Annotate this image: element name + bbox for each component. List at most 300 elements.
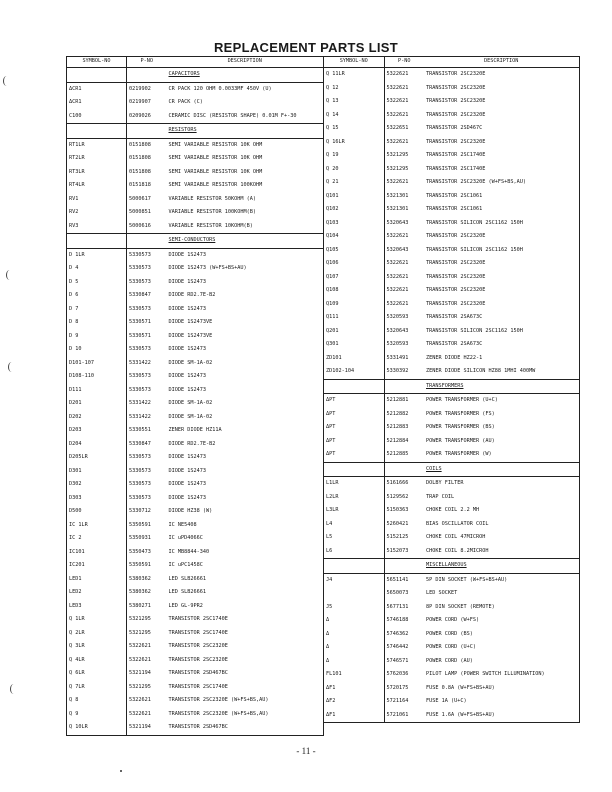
table-row bbox=[324, 257, 579, 271]
part-no-cell: 5000851 bbox=[129, 209, 151, 216]
table-row bbox=[67, 193, 324, 207]
part-no-cell: 5330573 bbox=[129, 481, 151, 488]
description-cell: DIODE 1S2473 bbox=[168, 481, 206, 488]
section-header-row bbox=[67, 124, 324, 139]
part-no-cell: 0151818 bbox=[129, 182, 151, 189]
table-header-row bbox=[67, 57, 324, 68]
description-cell: DIODE SM-1A-02 bbox=[168, 359, 213, 366]
symbol-no-cell: ΔCR1 bbox=[67, 82, 127, 96]
table-row bbox=[324, 244, 579, 258]
table-row bbox=[67, 343, 324, 357]
part-no-cell: 5762036 bbox=[386, 671, 409, 678]
symbol-no-cell: D 5 bbox=[67, 276, 127, 290]
section-title-text: RESISTORS bbox=[168, 127, 197, 134]
description-cell: TRANSISTOR 2SC2320E bbox=[426, 111, 486, 118]
parts-table-right bbox=[324, 56, 580, 723]
symbol-no-cell: J5 bbox=[324, 601, 384, 615]
part-no-cell: 5721164 bbox=[386, 698, 409, 705]
symbol-no-cell: LED2 bbox=[67, 586, 127, 600]
part-no-cell: 0219902 bbox=[127, 82, 167, 96]
symbol-no-cell: Q 11LR bbox=[324, 68, 384, 82]
description-cell: DIODE 1S2473 bbox=[168, 494, 206, 501]
description-cell: PILOT LAMP (POWER SWITCH ILLUMINATION) bbox=[426, 671, 545, 678]
symbol-no-cell: L4 bbox=[324, 518, 384, 532]
section-spacer bbox=[384, 462, 424, 477]
symbol-no-cell: Q109 bbox=[324, 298, 384, 312]
table-row bbox=[67, 96, 324, 110]
symbol-no-cell: ΔPT bbox=[324, 394, 384, 408]
description-cell: POWER CORD (BS) bbox=[426, 630, 473, 637]
description-cell: DIODE RD2.7E-B2 bbox=[168, 292, 216, 299]
description-cell: CR PACK (C) bbox=[168, 99, 203, 106]
part-no-cell: 5330571 bbox=[129, 319, 151, 326]
table-row bbox=[67, 505, 324, 519]
description-cell: CHOKE COIL 2.2 MH bbox=[426, 507, 480, 514]
table-row bbox=[67, 532, 324, 546]
table-row bbox=[67, 627, 324, 641]
table-row bbox=[324, 352, 579, 366]
section-spacer bbox=[324, 462, 384, 477]
symbol-no-cell: L5 bbox=[324, 531, 384, 545]
symbol-no-cell: D201 bbox=[67, 397, 127, 411]
symbol-no-cell: D108-110 bbox=[67, 370, 127, 384]
part-no-cell: 5380271 bbox=[129, 602, 151, 609]
binder-hole-mark bbox=[10, 684, 17, 694]
table-row bbox=[324, 601, 579, 615]
description-cell: LED SOCKET bbox=[426, 590, 458, 597]
part-no-cell: 5320643 bbox=[386, 219, 409, 226]
table-row bbox=[67, 694, 324, 708]
description-cell: 5P DIN SOCKET (W+FS+BS+AU) bbox=[424, 573, 579, 587]
table-row bbox=[324, 338, 579, 352]
description-cell: IC NE5408 bbox=[168, 521, 197, 528]
table-row bbox=[67, 654, 324, 668]
description-cell: SEMI VARIABLE RESISTOR 100KOHM bbox=[168, 182, 263, 189]
section-title bbox=[167, 124, 324, 139]
table-row bbox=[67, 640, 324, 654]
part-no-cell: 5321194 bbox=[127, 721, 167, 735]
symbol-no-cell: Δ bbox=[324, 628, 384, 642]
table-row bbox=[324, 325, 579, 339]
symbol-no-cell: Δ bbox=[324, 655, 384, 669]
symbol-no-cell: Q 9 bbox=[67, 708, 127, 722]
table-row bbox=[324, 614, 579, 628]
symbol-no-cell: ΔPT bbox=[324, 435, 384, 449]
part-no-cell: 5651141 bbox=[384, 573, 424, 587]
symbol-no-cell: Q 4LR bbox=[67, 654, 127, 668]
symbol-no-cell: Q 3LR bbox=[67, 640, 127, 654]
description-cell: TRANSISTOR 2SC2320E (W+FS+BS,AU) bbox=[426, 179, 526, 186]
table-row bbox=[67, 438, 324, 452]
part-no-cell: 5380362 bbox=[129, 575, 151, 582]
section-header-row bbox=[67, 234, 324, 249]
table-row bbox=[67, 82, 324, 96]
table-row bbox=[67, 478, 324, 492]
part-no-cell: 5320593 bbox=[386, 341, 409, 348]
table-row bbox=[324, 284, 579, 298]
table-row bbox=[324, 682, 579, 696]
description-cell: TRANSISTOR 2SA673C bbox=[426, 314, 483, 321]
table-row bbox=[67, 357, 324, 371]
part-no-cell: 5330573 bbox=[129, 494, 151, 501]
symbol-no-cell: D205LR bbox=[67, 451, 127, 465]
symbol-no-cell: D 9 bbox=[67, 330, 127, 344]
section-title-text: COILS bbox=[426, 465, 442, 472]
symbol-no-cell: LED3 bbox=[67, 600, 127, 614]
part-no-cell: 5322621 bbox=[386, 179, 409, 186]
part-no-cell: 5321295 bbox=[386, 152, 409, 159]
symbol-no-cell: Q 7LR bbox=[67, 681, 127, 695]
description-cell: DIODE 1S2473 bbox=[168, 373, 206, 380]
symbol-no-cell: D203 bbox=[67, 424, 127, 438]
description-cell: LED GL-9PR2 bbox=[168, 602, 203, 609]
symbol-no-cell: ΔCR1 bbox=[67, 96, 127, 110]
table-row bbox=[324, 394, 579, 408]
symbol-no-cell: ΔPT bbox=[324, 421, 384, 435]
part-no-cell: 5212881 bbox=[384, 394, 424, 408]
symbol-no-cell: Q 20 bbox=[324, 163, 384, 177]
symbol-no-cell: LED1 bbox=[67, 573, 127, 587]
section-title-text: TRANSFORMERS bbox=[426, 382, 464, 389]
description-cell: TRANSISTOR 2SD467BC bbox=[168, 670, 228, 677]
table-row bbox=[67, 316, 324, 330]
part-no-cell: 5321301 bbox=[386, 192, 409, 199]
part-no-cell: 5129562 bbox=[386, 493, 409, 500]
section-title bbox=[167, 68, 324, 83]
table-row bbox=[67, 546, 324, 560]
description-cell: POWER TRANSFORMER (W) bbox=[426, 451, 492, 458]
symbol-no-cell: Q102 bbox=[324, 203, 384, 217]
description-cell: DIODE 1S2473 bbox=[167, 248, 324, 262]
table-row bbox=[324, 95, 579, 109]
table-row bbox=[67, 179, 324, 193]
page-title: REPLACEMENT PARTS LIST bbox=[213, 40, 399, 55]
table-row bbox=[67, 559, 324, 573]
table-row bbox=[67, 330, 324, 344]
part-no-cell: 5321194 bbox=[129, 670, 151, 677]
table-row bbox=[324, 587, 579, 601]
description-cell: DIODE 1S2473 (W+FS+BS+AU) bbox=[168, 265, 247, 272]
part-no-cell: 5330573 bbox=[129, 386, 151, 393]
binder-hole-mark bbox=[3, 76, 10, 86]
table-row bbox=[67, 681, 324, 695]
table-row bbox=[324, 217, 579, 231]
part-no-cell: 5330573 bbox=[129, 454, 151, 461]
table-row bbox=[67, 248, 324, 262]
table-row bbox=[324, 504, 579, 518]
part-no-cell: 5322621 bbox=[386, 84, 409, 91]
description-cell: POWER CORD (U+C) bbox=[426, 644, 476, 651]
description-cell: DIODE 1S2473 bbox=[168, 278, 206, 285]
part-no-cell: 0219907 bbox=[129, 99, 151, 106]
symbol-no-cell: Δ bbox=[324, 614, 384, 628]
table-row bbox=[67, 708, 324, 722]
symbol-no-cell: RV1 bbox=[67, 193, 127, 207]
symbol-no-cell: IC 2 bbox=[67, 532, 127, 546]
part-no-cell: 5330847 bbox=[129, 292, 151, 299]
description-cell: IC uPD4066C bbox=[168, 535, 203, 542]
description-cell: DIODE 1S2473 bbox=[168, 386, 206, 393]
part-no-cell: 5321295 bbox=[129, 629, 151, 636]
table-row bbox=[67, 152, 324, 166]
description-cell: TRANSISTOR 2SC2320E bbox=[426, 287, 486, 294]
description-cell: SEMI VARIABLE RESISTOR 10K OHM bbox=[167, 138, 324, 152]
table-row bbox=[67, 465, 324, 479]
table-row bbox=[324, 518, 579, 532]
part-no-cell: 5330551 bbox=[129, 427, 151, 434]
page-number: - 11 - bbox=[296, 746, 316, 756]
part-no-cell: 5330847 bbox=[129, 440, 151, 447]
symbol-no-cell: FL101 bbox=[324, 668, 384, 682]
description-cell: TRANSISTOR SILICON 2SC1162 150H bbox=[426, 327, 523, 334]
part-no-cell: 5330392 bbox=[386, 368, 409, 375]
description-cell: TRANSISTOR 2SC2320E bbox=[426, 273, 486, 280]
description-cell: TRANSISTOR 2SA673C bbox=[426, 341, 483, 348]
symbol-no-cell: RT3LR bbox=[67, 166, 127, 180]
table-row bbox=[67, 424, 324, 438]
part-no-cell: 5212883 bbox=[386, 424, 409, 431]
table-row bbox=[67, 262, 324, 276]
table-row bbox=[324, 109, 579, 123]
table-row bbox=[324, 573, 579, 587]
part-no-cell: 5330571 bbox=[129, 332, 151, 339]
description-cell: TRANSISTOR 2SC2320E bbox=[426, 260, 486, 267]
table-row bbox=[324, 435, 579, 449]
symbol-no-cell: L3LR bbox=[324, 504, 384, 518]
table-row bbox=[324, 136, 579, 150]
part-no-cell: 5260421 bbox=[386, 520, 409, 527]
description-cell: DIODE SM-1A-02 bbox=[168, 413, 213, 420]
part-no-cell: 5350473 bbox=[129, 548, 151, 555]
symbol-no-cell: ZD102-104 bbox=[324, 365, 384, 379]
table-row bbox=[67, 138, 324, 152]
symbol-no-cell: Q201 bbox=[324, 325, 384, 339]
part-no-cell: 5000616 bbox=[129, 222, 151, 229]
table-row bbox=[324, 311, 579, 325]
description-cell: LED SLB26661 bbox=[168, 589, 206, 596]
section-spacer bbox=[127, 68, 167, 83]
symbol-no-cell: RT4LR bbox=[67, 179, 127, 193]
description-cell: TRANSISTOR 2SC1061 bbox=[426, 206, 483, 213]
description-cell: IC uPC1458C bbox=[168, 562, 203, 569]
table-row bbox=[67, 397, 324, 411]
symbol-no-cell: D301 bbox=[67, 465, 127, 479]
part-no-cell: 5320593 bbox=[386, 314, 409, 321]
section-spacer bbox=[384, 379, 424, 394]
part-no-cell: 5322621 bbox=[386, 111, 409, 118]
symbol-no-cell: ΔPT bbox=[324, 408, 384, 422]
symbol-no-cell: D 8 bbox=[67, 316, 127, 330]
symbol-no-cell: Q 12 bbox=[324, 82, 384, 96]
symbol-no-cell: D 1LR bbox=[67, 248, 127, 262]
part-no-cell: 5322621 bbox=[386, 233, 409, 240]
part-no-cell: 5321295 bbox=[129, 616, 151, 623]
part-no-cell: 5322621 bbox=[386, 138, 409, 145]
table-row bbox=[324, 545, 579, 559]
table-row bbox=[324, 298, 579, 312]
symbol-no-cell: D303 bbox=[67, 492, 127, 506]
table-row bbox=[67, 600, 324, 614]
part-no-cell: 5380362 bbox=[129, 589, 151, 596]
part-no-cell: 5746571 bbox=[386, 657, 409, 664]
header-symbol-no: SYMBOL-NO bbox=[67, 57, 127, 68]
part-no-cell: 5322651 bbox=[386, 125, 409, 132]
symbol-no-cell: L1LR bbox=[324, 477, 384, 491]
table-row bbox=[324, 122, 579, 136]
description-cell: TRAP COIL bbox=[426, 493, 455, 500]
symbol-no-cell: D 4 bbox=[67, 262, 127, 276]
symbol-no-cell: Q 10LR bbox=[67, 721, 127, 735]
description-cell: ZENER DIODE HZ22-1 bbox=[426, 354, 483, 361]
section-spacer bbox=[127, 124, 167, 139]
symbol-no-cell: Q 16LR bbox=[324, 136, 384, 150]
symbol-no-cell: L6 bbox=[324, 545, 384, 559]
description-cell: CR PACK 120 OHM 0.0033MF 450V (U) bbox=[167, 82, 324, 96]
description-cell: DOLBY FILTER bbox=[424, 477, 579, 491]
speck-mark bbox=[120, 770, 122, 772]
table-row bbox=[67, 586, 324, 600]
symbol-no-cell: D101-107 bbox=[67, 357, 127, 371]
part-no-cell: 0151808 bbox=[129, 168, 151, 175]
symbol-no-cell: D 7 bbox=[67, 303, 127, 317]
symbol-no-cell: Q107 bbox=[324, 271, 384, 285]
symbol-no-cell: Q 1LR bbox=[67, 613, 127, 627]
table-row bbox=[324, 176, 579, 190]
part-no-cell: 5350591 bbox=[129, 562, 151, 569]
symbol-no-cell: RV2 bbox=[67, 206, 127, 220]
description-cell: FUSE 1A (U+C) bbox=[426, 698, 467, 705]
part-no-cell: 0151808 bbox=[129, 155, 151, 162]
table-row bbox=[324, 68, 579, 82]
description-cell: DIODE RD2.7E-B2 bbox=[168, 440, 216, 447]
table-row bbox=[67, 492, 324, 506]
header-description: DESCRIPTION bbox=[167, 57, 324, 68]
description-cell: TRANSISTOR 2SC1740E bbox=[168, 629, 228, 636]
section-header-row bbox=[324, 559, 579, 574]
part-no-cell: 5321295 bbox=[129, 683, 151, 690]
header-description: DESCRIPTION bbox=[424, 57, 579, 68]
table-row bbox=[67, 613, 324, 627]
description-cell: POWER CORD (W+FS) bbox=[426, 617, 480, 624]
table-row bbox=[67, 667, 324, 681]
symbol-no-cell: Q 8 bbox=[67, 694, 127, 708]
part-no-cell: 5322621 bbox=[129, 643, 151, 650]
table-row bbox=[67, 110, 324, 124]
description-cell: CERAMIC DISC (RESISTOR SHAPE) 0.01M F+-30 bbox=[168, 112, 297, 119]
table-row bbox=[324, 477, 579, 491]
description-cell: DIODE 1S2473VE bbox=[168, 319, 213, 326]
description-cell: DIODE 1S2473 bbox=[168, 305, 206, 312]
part-no-cell: 5677131 bbox=[386, 603, 409, 610]
description-cell: DIODE 1S2473VE bbox=[168, 332, 213, 339]
description-cell: TRANSISTOR 2SC2320E (W+FS+BS,AU) bbox=[168, 710, 269, 717]
symbol-no-cell: Q 19 bbox=[324, 149, 384, 163]
part-no-cell: 5322621 bbox=[129, 656, 151, 663]
description-cell: BIAS OSCILLATOR COIL bbox=[426, 520, 489, 527]
symbol-no-cell: D 6 bbox=[67, 289, 127, 303]
part-no-cell: 5650073 bbox=[386, 590, 409, 597]
symbol-no-cell: Q101 bbox=[324, 190, 384, 204]
table-row bbox=[67, 411, 324, 425]
part-no-cell: 5330573 bbox=[129, 467, 151, 474]
table-row bbox=[67, 451, 324, 465]
description-cell: TRANSISTOR 2SC2320E bbox=[168, 643, 228, 650]
header-symbol-no: SYMBOL-NO bbox=[324, 57, 384, 68]
description-cell: DIODE SM-1A-02 bbox=[168, 400, 213, 407]
description-cell: SEMI VARIABLE RESISTOR 10K OHM bbox=[168, 168, 263, 175]
description-cell: TRANSISTOR 2SD467BC bbox=[167, 721, 324, 735]
table-row bbox=[324, 82, 579, 96]
binder-hole-mark bbox=[6, 270, 13, 280]
symbol-no-cell: IC201 bbox=[67, 559, 127, 573]
symbol-no-cell: Δ bbox=[324, 641, 384, 655]
part-no-cell: 5150363 bbox=[386, 507, 409, 514]
symbol-no-cell: Q 21 bbox=[324, 176, 384, 190]
description-cell: POWER CORD (AU) bbox=[426, 657, 473, 664]
description-cell: TRANSISTOR 2SC2320E bbox=[426, 84, 486, 91]
table-row bbox=[324, 695, 579, 709]
part-no-cell: 5161666 bbox=[384, 477, 424, 491]
section-spacer bbox=[67, 68, 127, 83]
symbol-no-cell: ΔF1 bbox=[324, 709, 384, 723]
description-cell: POWER TRANSFORMER (FS) bbox=[426, 410, 495, 417]
part-no-cell: 5321301 bbox=[386, 206, 409, 213]
symbol-no-cell: Q 13 bbox=[324, 95, 384, 109]
section-spacer bbox=[67, 234, 127, 249]
table-row bbox=[67, 166, 324, 180]
description-cell: TRANSISTOR 2SC2320E bbox=[426, 71, 486, 78]
part-no-cell: 5322621 bbox=[129, 697, 151, 704]
description-cell: IC MB8844-340 bbox=[168, 548, 210, 555]
table-row bbox=[324, 641, 579, 655]
symbol-no-cell: D302 bbox=[67, 478, 127, 492]
description-cell: TRANSISTOR 2SC1061 bbox=[426, 192, 483, 199]
symbol-no-cell: Q 6LR bbox=[67, 667, 127, 681]
table-row bbox=[324, 491, 579, 505]
description-cell: LED SLB26661 bbox=[168, 575, 206, 582]
description-cell: TRANSISTOR 2SC2320E bbox=[426, 98, 486, 105]
part-no-cell: 5212884 bbox=[386, 437, 409, 444]
symbol-no-cell: D111 bbox=[67, 384, 127, 398]
description-cell: DIODE HZ38 (W) bbox=[168, 508, 213, 515]
symbol-no-cell: Q104 bbox=[324, 230, 384, 244]
part-no-cell: 5350591 bbox=[129, 521, 151, 528]
part-no-cell: 5350931 bbox=[129, 535, 151, 542]
description-cell: TRANSISTOR SILICON 2SC1162 150H bbox=[426, 246, 523, 253]
part-no-cell: 5331422 bbox=[129, 359, 151, 366]
section-spacer bbox=[324, 379, 384, 394]
description-cell: DIODE 1S2473 bbox=[168, 467, 206, 474]
part-no-cell: 5322621 bbox=[386, 260, 409, 267]
symbol-no-cell: RT1LR bbox=[67, 138, 127, 152]
symbol-no-cell: Q 2LR bbox=[67, 627, 127, 641]
description-cell: CHOKE COIL 47MICROH bbox=[426, 534, 486, 541]
table-row bbox=[324, 190, 579, 204]
part-no-cell: 5330573 bbox=[129, 278, 151, 285]
section-spacer bbox=[384, 559, 424, 574]
part-no-cell: 5152125 bbox=[386, 534, 409, 541]
table-row bbox=[324, 163, 579, 177]
part-no-cell: 5320643 bbox=[386, 246, 409, 253]
description-cell: TRANSISTOR 2SC2320E bbox=[168, 656, 228, 663]
description-cell: TRANSISTOR 2SC1740E bbox=[426, 165, 486, 172]
section-title bbox=[424, 379, 579, 394]
symbol-no-cell: Q 15 bbox=[324, 122, 384, 136]
section-title bbox=[424, 462, 579, 477]
table-row bbox=[67, 220, 324, 234]
table-row bbox=[324, 628, 579, 642]
table-row bbox=[324, 709, 579, 723]
